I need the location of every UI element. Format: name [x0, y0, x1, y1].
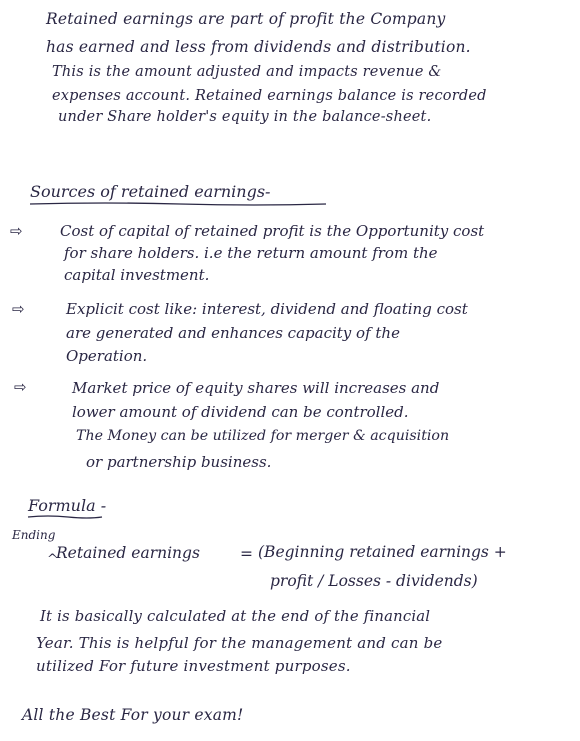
bullet-3-line-3: The Money can be utilized for merger & acquisition	[76, 428, 450, 444]
arrow-right-icon: ⇨	[12, 300, 25, 318]
sources-heading-underline	[30, 201, 330, 207]
formula-heading-underline	[28, 514, 108, 520]
ending-annotation: Ending	[12, 528, 56, 542]
intro-line-4: expenses account. Retained earnings balance is recorded	[52, 88, 487, 104]
bullet-3-line-1: Market price of equity shares will increases and	[72, 379, 440, 397]
intro-line-2: has earned and less from dividends and distribution.	[46, 38, 471, 56]
insertion-caret: ^	[47, 552, 58, 567]
bullet-1-line-3: capital investment.	[64, 266, 210, 284]
intro-line-5: under Share holder's equity in the balance-sheet.	[58, 109, 432, 125]
closing-line-3: utilized For future investment purposes.	[36, 657, 351, 675]
intro-line-3: This is the amount adjusted and impacts revenue &	[52, 64, 442, 80]
bullet-1-line-2: for share holders. i.e the return amount from the	[64, 244, 438, 262]
formula-rhs-line-2: profit / Losses - dividends)	[270, 572, 478, 590]
bullet-2-line-1: Explicit cost like: interest, dividend and floating cost	[66, 300, 468, 318]
formula-rhs-line-1: (Beginning retained earnings +	[258, 543, 507, 561]
closing-line-1: It is basically calculated at the end of the financial	[40, 608, 431, 625]
bullet-3-line-2: lower amount of dividend can be controlled.	[72, 403, 409, 421]
signoff: All the Best For your exam!	[22, 706, 244, 724]
formula-heading: Formula -	[28, 496, 107, 515]
arrow-right-icon: ⇨	[14, 378, 27, 396]
closing-line-2: Year. This is helpful for the management and can be	[36, 634, 443, 652]
intro-line-1: Retained earnings are part of profit the Company	[46, 10, 446, 28]
bullet-2-line-2: are generated and enhances capacity of the	[66, 324, 400, 342]
bullet-3-line-4: or partnership business.	[86, 453, 272, 471]
sources-heading: Sources of retained earnings-	[30, 182, 271, 201]
bullet-1-line-1: Cost of capital of retained profit is the Opportunity cost	[60, 222, 485, 240]
formula-lhs: Retained earnings	[56, 544, 200, 562]
arrow-right-icon: ⇨	[10, 222, 23, 240]
bullet-2-line-3: Operation.	[66, 347, 148, 365]
formula-equals: =	[240, 545, 253, 563]
